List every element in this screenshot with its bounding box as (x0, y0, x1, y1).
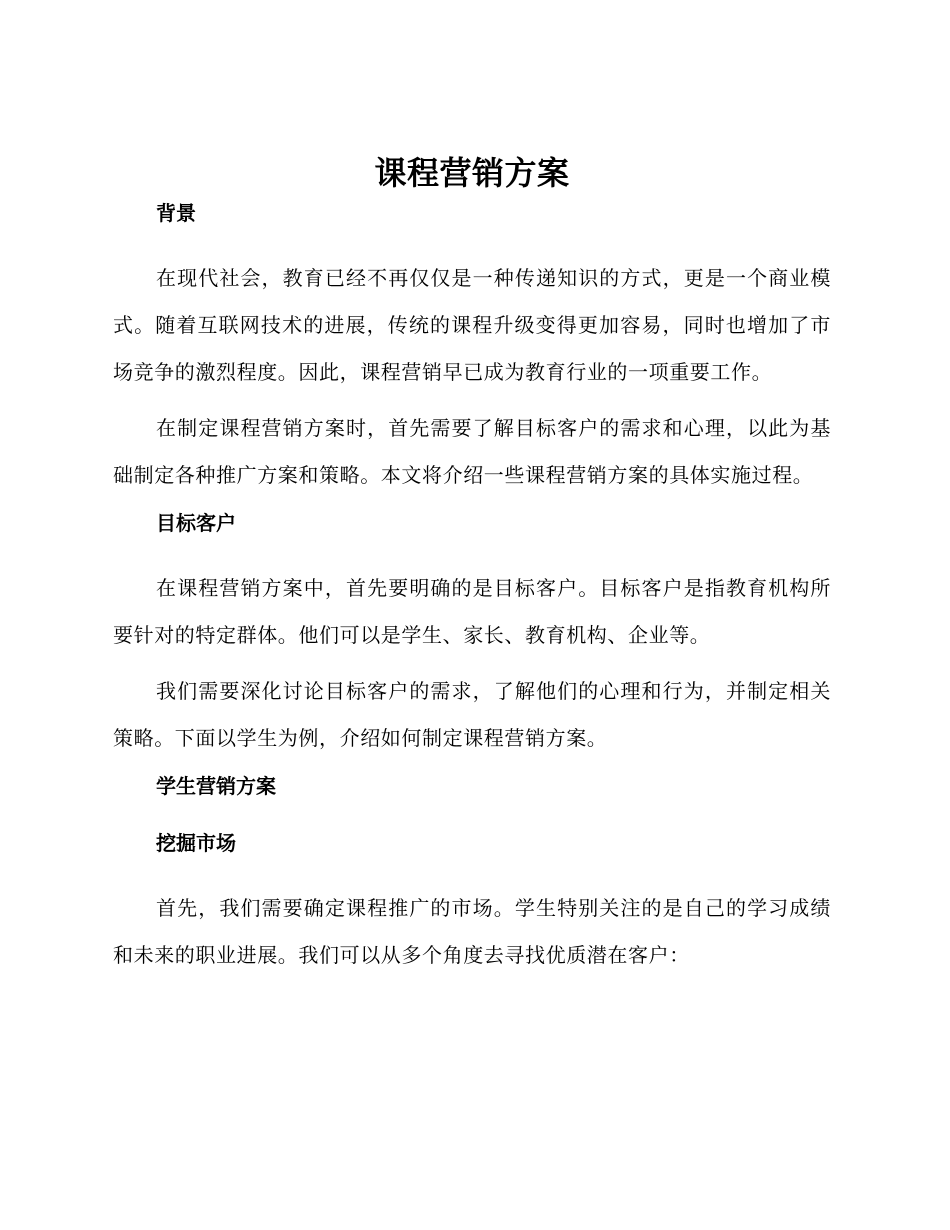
section-heading-target-customers: 目标客户 (156, 511, 236, 535)
paragraph-market-1: 首先，我们需要确定课程推广的市场。学生特别关注的是自己的学习成绩和未来的职业进展。我们可以从多个角度去寻找优质潜在客户： (113, 896, 831, 967)
paragraph-target-2: 我们需要深化讨论目标客户的需求，了解他们的心理和行为，并制定相关策略。下面以学生为例，介绍如何制定课程营销方案。 (113, 679, 831, 750)
document-page (113, 150, 831, 988)
paragraph-background-2: 在制定课程营销方案时，首先需要了解目标客户的需求和心理，以此为基础制定各种推广方案和策略。本文将介绍一些课程营销方案的具体实施过程。 (113, 416, 831, 487)
document-title: 课程营销方案 (374, 154, 570, 192)
section-heading-market-exploration: 挖掘市场 (156, 831, 236, 855)
paragraph-target-1: 在课程营销方案中，首先要明确的是目标客户。目标客户是指教育机构所要针对的特定群体。他们可以是学生、家长、教育机构、企业等。 (113, 576, 831, 647)
section-heading-student-marketing: 学生营销方案 (156, 774, 276, 798)
section-heading-background: 背景 (156, 201, 196, 225)
paragraph-background-1: 在现代社会，教育已经不再仅仅是一种传递知识的方式，更是一个商业模式。随着互联网技术的进展，传统的课程升级变得更加容易，同时也增加了市场竞争的激烈程度。因此，课程营销早已成为教育行业的一项重要工作。 (113, 266, 831, 384)
